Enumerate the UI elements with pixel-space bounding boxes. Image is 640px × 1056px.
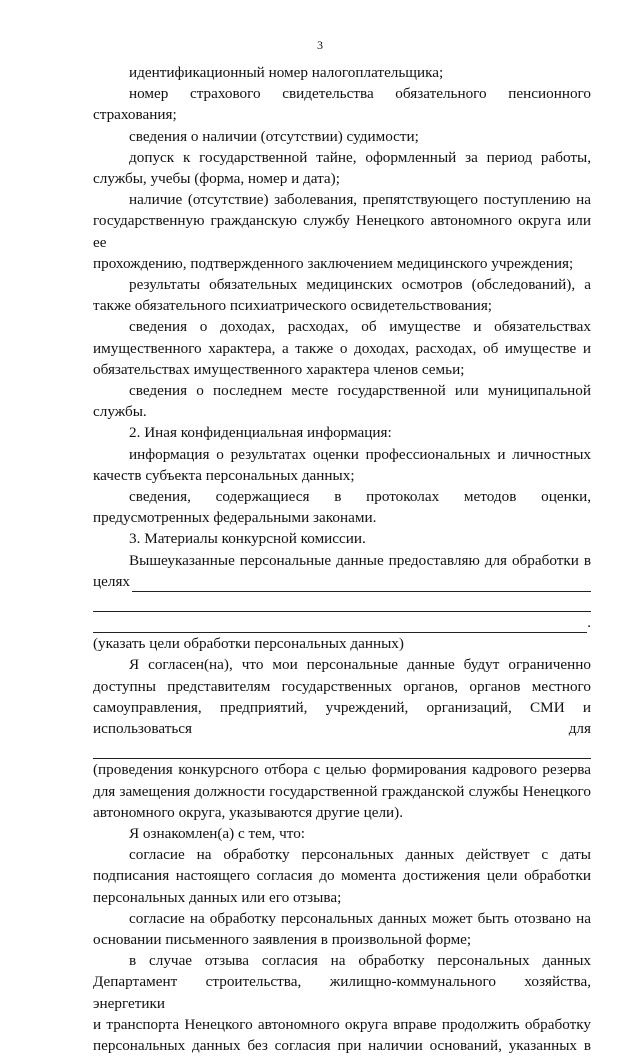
text-line: [93, 718, 591, 739]
purpose-label: целях: [93, 572, 131, 590]
usage-blank-line[interactable]: [93, 739, 591, 759]
text-fragment: для: [568, 720, 591, 738]
text-line: Я ознакомлен(а) с тем, что:: [129, 824, 306, 842]
text-line: идентификационный номер налогоплательщика;: [129, 64, 444, 81]
text-line: службы.: [93, 403, 147, 421]
text-line: страхования;: [93, 106, 177, 124]
purpose-fill-row: [93, 571, 591, 592]
section-heading: 2. Иная конфиденциальная информация:: [129, 424, 392, 442]
text-line: (проведения конкурсного отбора с целью формирования кадрового резерва: [93, 761, 591, 779]
text-line: для замещения должности государственной гражданской службы Ненецкого: [93, 782, 591, 800]
text-line: Я согласен(на), что мои персональные данные будут ограниченно: [129, 656, 591, 674]
text-line: также обязательного психиатрического освидетельствования;: [93, 297, 493, 315]
text-line: наличие (отсутствие) заболевания, препятствующего поступлению на: [129, 191, 591, 209]
text-line: подписания настоящего согласия до момента достижения цели обработки: [93, 867, 591, 885]
text-line: согласие на обработку персональных данных действует с даты: [129, 846, 591, 864]
line-end-dot: .: [587, 614, 591, 632]
text-line: предусмотренных федеральными законами.: [93, 509, 377, 527]
text-line: информация о результатах оценки профессиональных и личностных: [129, 445, 591, 463]
section-heading: 3. Материалы конкурсной комиссии.: [129, 530, 366, 548]
document-body: [93, 62, 591, 1056]
text-line: службы, учебы (форма, номер и дата);: [93, 170, 340, 188]
text-line: прохождению, подтвержденного заключением медицинского учреждения;: [93, 254, 574, 272]
text-line: персональных данных без согласия при наличии оснований, указанных в: [93, 1036, 591, 1054]
purpose-blank-line[interactable]: [93, 592, 591, 612]
text-line: основании письменного заявления в произвольной форме;: [93, 930, 472, 948]
text-line: в случае отзыва согласия на обработку персональных данных: [129, 952, 591, 970]
text-line: сведения о наличии (отсутствии) судимости;: [129, 127, 419, 145]
text-line: обязательствах имущественного характера членов семьи;: [93, 360, 465, 378]
text-line: и транспорта Ненецкого автономного округа вправе продолжить обработку: [93, 1015, 591, 1033]
text-line: сведения о последнем месте государственной или муниципальной: [129, 382, 591, 400]
text-line: допуск к государственной тайне, оформленный за период работы,: [129, 148, 591, 166]
text-line: персональных данных или его отзыва;: [93, 888, 342, 906]
page-number: 3: [317, 38, 323, 52]
text-line: автономного округа, указываются другие цели).: [93, 803, 404, 821]
text-line: Департамент строительства, жилищно-коммунального хозяйства, энергетики: [93, 973, 591, 1012]
text-line: сведения о доходах, расходах, об имуществе и обязательствах: [129, 318, 591, 336]
text-line: имущественного характера, а также о доходах, расходах, об имуществе и: [93, 339, 591, 357]
purpose-blank-line[interactable]: [132, 575, 591, 592]
text-line: результаты обязательных медицинских осмотров (обследований), а: [129, 276, 591, 294]
text-line: номер страхового свидетельства обязательного пенсионного: [129, 85, 591, 103]
text-line: доступны представителям государственных органов, органов местного: [93, 677, 591, 695]
text-line: Вышеуказанные персональные данные предоставляю для обработки в: [129, 551, 591, 569]
text-fragment: использоваться: [93, 720, 193, 738]
text-line: самоуправления, предприятий, учреждений, организаций, СМИ и: [93, 698, 591, 716]
text-line: сведения, содержащиеся в протоколах методов оценки,: [129, 488, 591, 506]
text-line: качеств субъекта персональных данных;: [93, 466, 355, 484]
text-line: государственную гражданскую службу Ненецкого автономного округа или ее: [93, 212, 591, 251]
purpose-blank-line[interactable]: [93, 616, 587, 633]
purpose-fill-row: [93, 612, 591, 633]
text-line: согласие на обработку персональных данных может быть отозвано на: [129, 909, 591, 927]
field-caption: (указать цели обработки персональных данных): [93, 635, 404, 653]
